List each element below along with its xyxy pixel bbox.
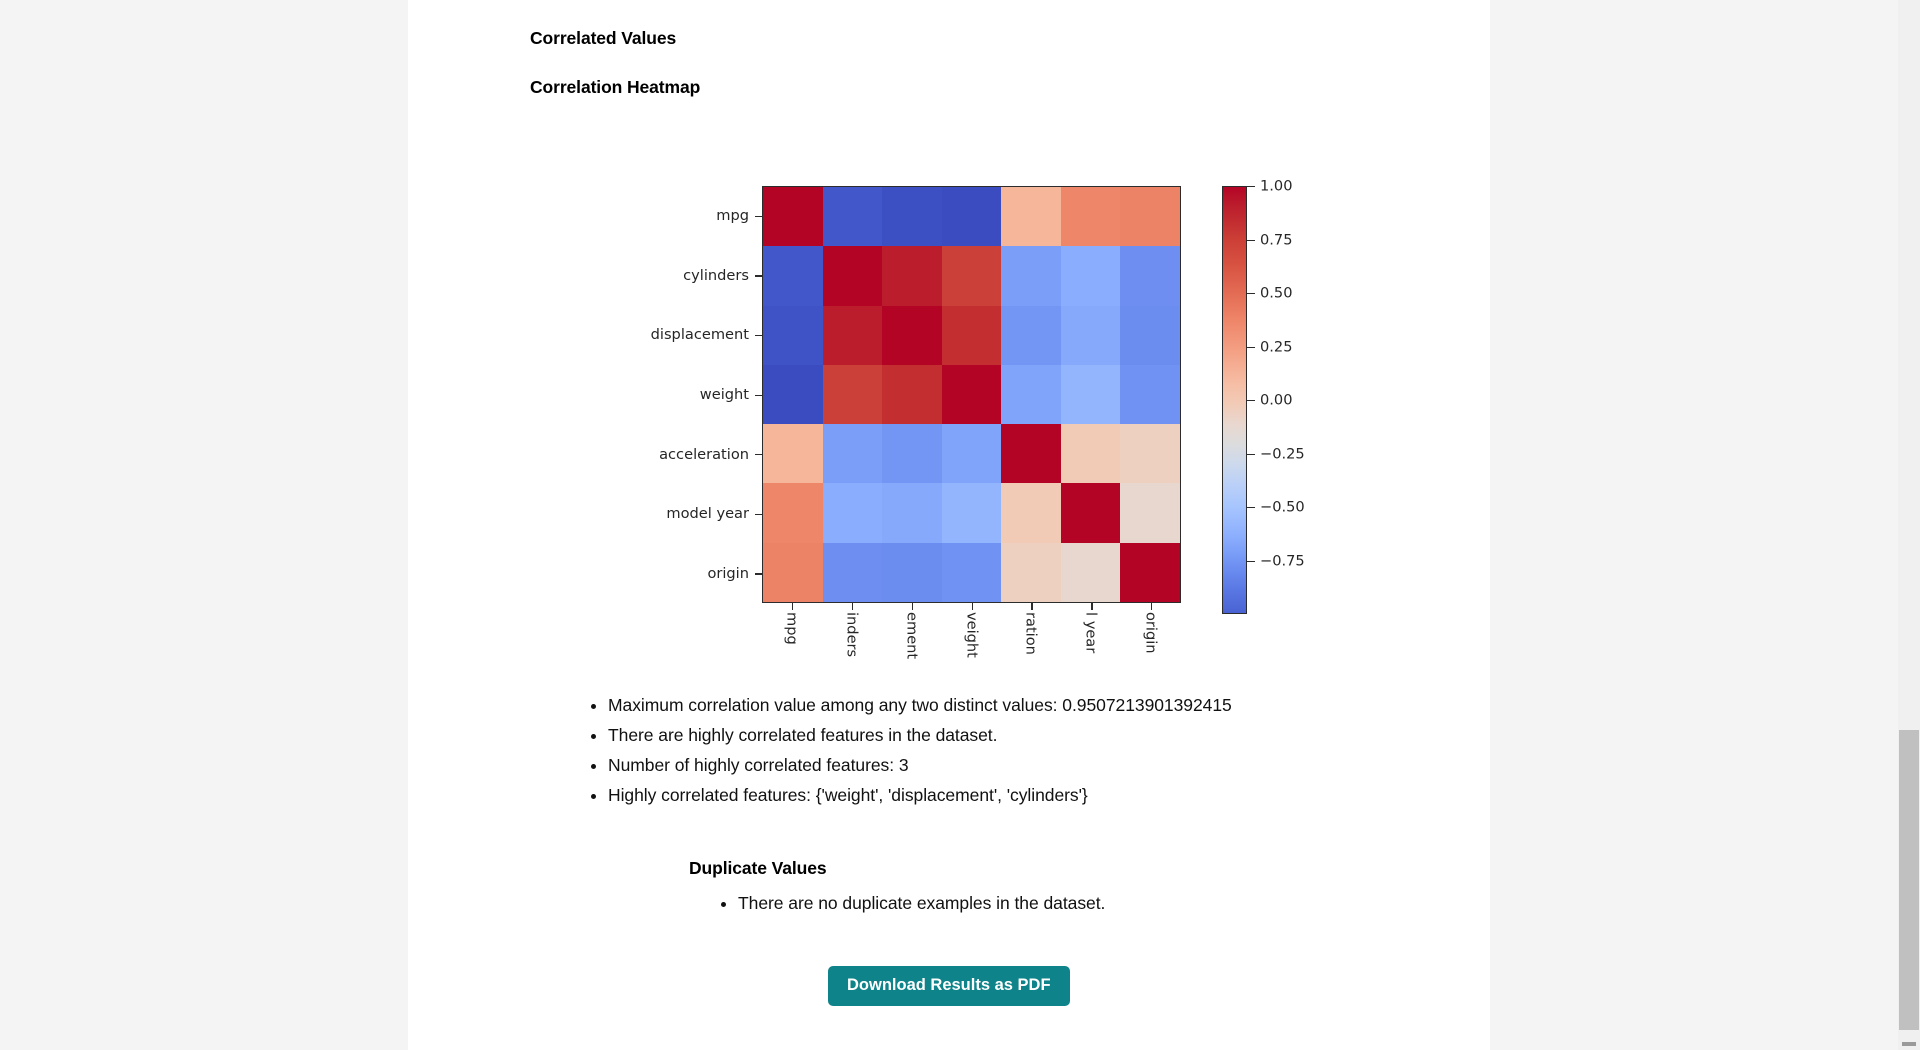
colorbar-tick-mark [1247,507,1255,508]
heatmap-cell [763,424,823,483]
heatmap-cell [942,187,1002,246]
colorbar-tick-mark [1247,454,1255,455]
heatmap-cell [763,365,823,424]
heatmap-cell [882,306,942,365]
heatmap-cell [882,483,942,542]
heatmap-cell [942,543,1002,602]
colorbar-tick-label: −0.50 [1260,498,1305,516]
heatmap-x-tick-label: ration [1022,612,1040,655]
heatmap-cell [763,187,823,246]
download-results-pdf-button[interactable]: Download Results as PDF [828,966,1070,1006]
heatmap-x-tick-mark [1001,603,1061,612]
heatmap-x-tick-mark [882,603,942,612]
heatmap-cell [882,365,942,424]
heatmap-y-tick-label: model year [666,505,749,523]
heatmap-cell [823,365,883,424]
heatmap-y-tick-label: cylinders [683,266,749,284]
heatmap-cell [1061,187,1121,246]
colorbar-tick-label: 0.00 [1260,391,1293,409]
heatmap-x-tick-label-slot [1001,612,1061,670]
heatmap-cell [882,424,942,483]
heatmap-cell [942,306,1002,365]
heatmap-cell [1120,424,1180,483]
heatmap-cell [823,187,883,246]
heatmap-y-tick-label: acceleration [659,445,749,463]
heatmap-cell [942,365,1002,424]
page-title-correlated-values: Correlated Values [530,28,677,48]
heatmap-x-tick-label: origin [1142,612,1160,654]
heatmap-cell [763,306,823,365]
heatmap-cell [1061,483,1121,542]
heatmap-y-tick-label: displacement [650,326,749,344]
heatmap-x-tick-label: ement [903,612,921,660]
heatmap-cell [763,246,823,305]
heatmap-cell [1061,306,1121,365]
heatmap-cell [882,246,942,305]
vertical-scrollbar-track[interactable] [1898,0,1920,1050]
subsection-title-correlation-heatmap: Correlation Heatmap [530,77,701,97]
heatmap-y-tick-label: origin [707,564,749,582]
heatmap-y-tick-label: mpg [716,207,749,225]
heatmap-cell [823,246,883,305]
heatmap-x-tick-mark [822,603,882,612]
colorbar-tick-label: 0.25 [1260,338,1293,355]
heatmap-y-tick-mark [753,543,762,603]
heatmap-colorbar [1222,177,1362,614]
colorbar-tick-label: −0.75 [1260,552,1305,569]
correlation-heatmap-figure [520,150,1360,670]
heatmap-cell [823,306,883,365]
heatmap-x-tick-label: l year [1082,612,1100,654]
heatmap-cell [1001,306,1061,365]
heatmap-cell [1120,187,1180,246]
colorbar-tick-mark [1247,347,1255,348]
heatmap-cell [823,543,883,602]
heatmap-y-axis-labels [520,186,753,603]
heatmap-cell [942,483,1002,542]
colorbar-tick-label: 1.00 [1260,177,1293,195]
colorbar-tick-label: 0.50 [1260,284,1293,302]
list-item: • Highly correlated features: {'weight', 'displacement', 'cylinders'} [608,780,1232,810]
heatmap-cell [1061,246,1121,305]
heatmap-y-tick-mark [753,305,762,365]
heatmap-y-axis-ticks [753,186,762,603]
heatmap-cell [1120,365,1180,424]
heatmap-cell [1120,483,1180,542]
heatmap-cell [1001,246,1061,305]
heatmap-y-tick-label: weight [699,386,749,404]
heatmap-cell [1120,306,1180,365]
heatmap-y-tick-mark [753,484,762,544]
duplicate-findings-list [704,888,1105,918]
colorbar-tick-mark [1247,400,1255,401]
heatmap-cell [942,246,1002,305]
list-item: • There are highly correlated features in the dataset. [608,720,1232,750]
heatmap-x-tick-label: inders [843,612,861,658]
scrollbar-down-arrow-icon[interactable] [1902,1042,1916,1046]
heatmap-x-tick-label-slot [942,612,1002,670]
heatmap-y-tick-mark [753,246,762,306]
list-item: • There are no duplicate examples in the dataset. [738,888,1105,918]
heatmap-x-tick-label-slot [822,612,882,670]
colorbar-tick-mark [1247,293,1255,294]
colorbar-tick-mark [1247,561,1255,562]
heatmap-cell [942,424,1002,483]
heatmap-cell [1061,365,1121,424]
heatmap-x-tick-label-slot [1121,612,1181,670]
correlation-findings-list [574,690,1232,810]
heatmap-cell-grid [762,186,1181,603]
heatmap-cell [1001,424,1061,483]
heatmap-y-tick-mark [753,424,762,484]
heatmap-cell [1001,483,1061,542]
heatmap-cell [1001,187,1061,246]
heatmap-x-tick-mark [942,603,1002,612]
list-item: • Maximum correlation value among any two distinct values: 0.9507213901392415 [608,690,1232,720]
heatmap-cell [1001,543,1061,602]
colorbar-gradient [1222,186,1247,614]
heatmap-x-tick-mark [1061,603,1121,612]
heatmap-cell [763,483,823,542]
heatmap-cell [882,543,942,602]
colorbar-tick-mark [1247,186,1255,187]
heatmap-cell [1061,543,1121,602]
heatmap-cell [882,187,942,246]
colorbar-tick-label: −0.25 [1260,445,1305,462]
heatmap-cell [1061,424,1121,483]
heatmap-y-tick-mark [753,365,762,425]
colorbar-tick-mark [1247,240,1255,241]
heatmap-x-tick-label: mpg [783,612,801,645]
heatmap-cell [1120,543,1180,602]
heatmap-x-tick-mark [762,603,822,612]
heatmap-x-tick-label-slot [762,612,822,670]
heatmap-cell [823,483,883,542]
colorbar-tick-label: 0.75 [1260,231,1293,248]
heatmap-x-tick-label-slot [882,612,942,670]
heatmap-x-tick-label-slot [1061,612,1121,670]
heatmap-cell [1120,246,1180,305]
heatmap-x-tick-label: veight [963,612,980,658]
heatmap-y-tick-mark [753,186,762,246]
results-content-card [408,0,1490,1050]
list-item: • Number of highly correlated features: 3 [608,750,1232,780]
heatmap-cell [1001,365,1061,424]
subsection-title-duplicate-values: Duplicate Values [689,858,827,878]
heatmap-cell [823,424,883,483]
heatmap-cell [763,543,823,602]
heatmap-x-tick-mark [1121,603,1181,612]
heatmap-x-axis-labels [762,612,1181,670]
heatmap-x-axis-ticks [762,603,1181,612]
vertical-scrollbar-thumb[interactable] [1899,730,1919,1030]
